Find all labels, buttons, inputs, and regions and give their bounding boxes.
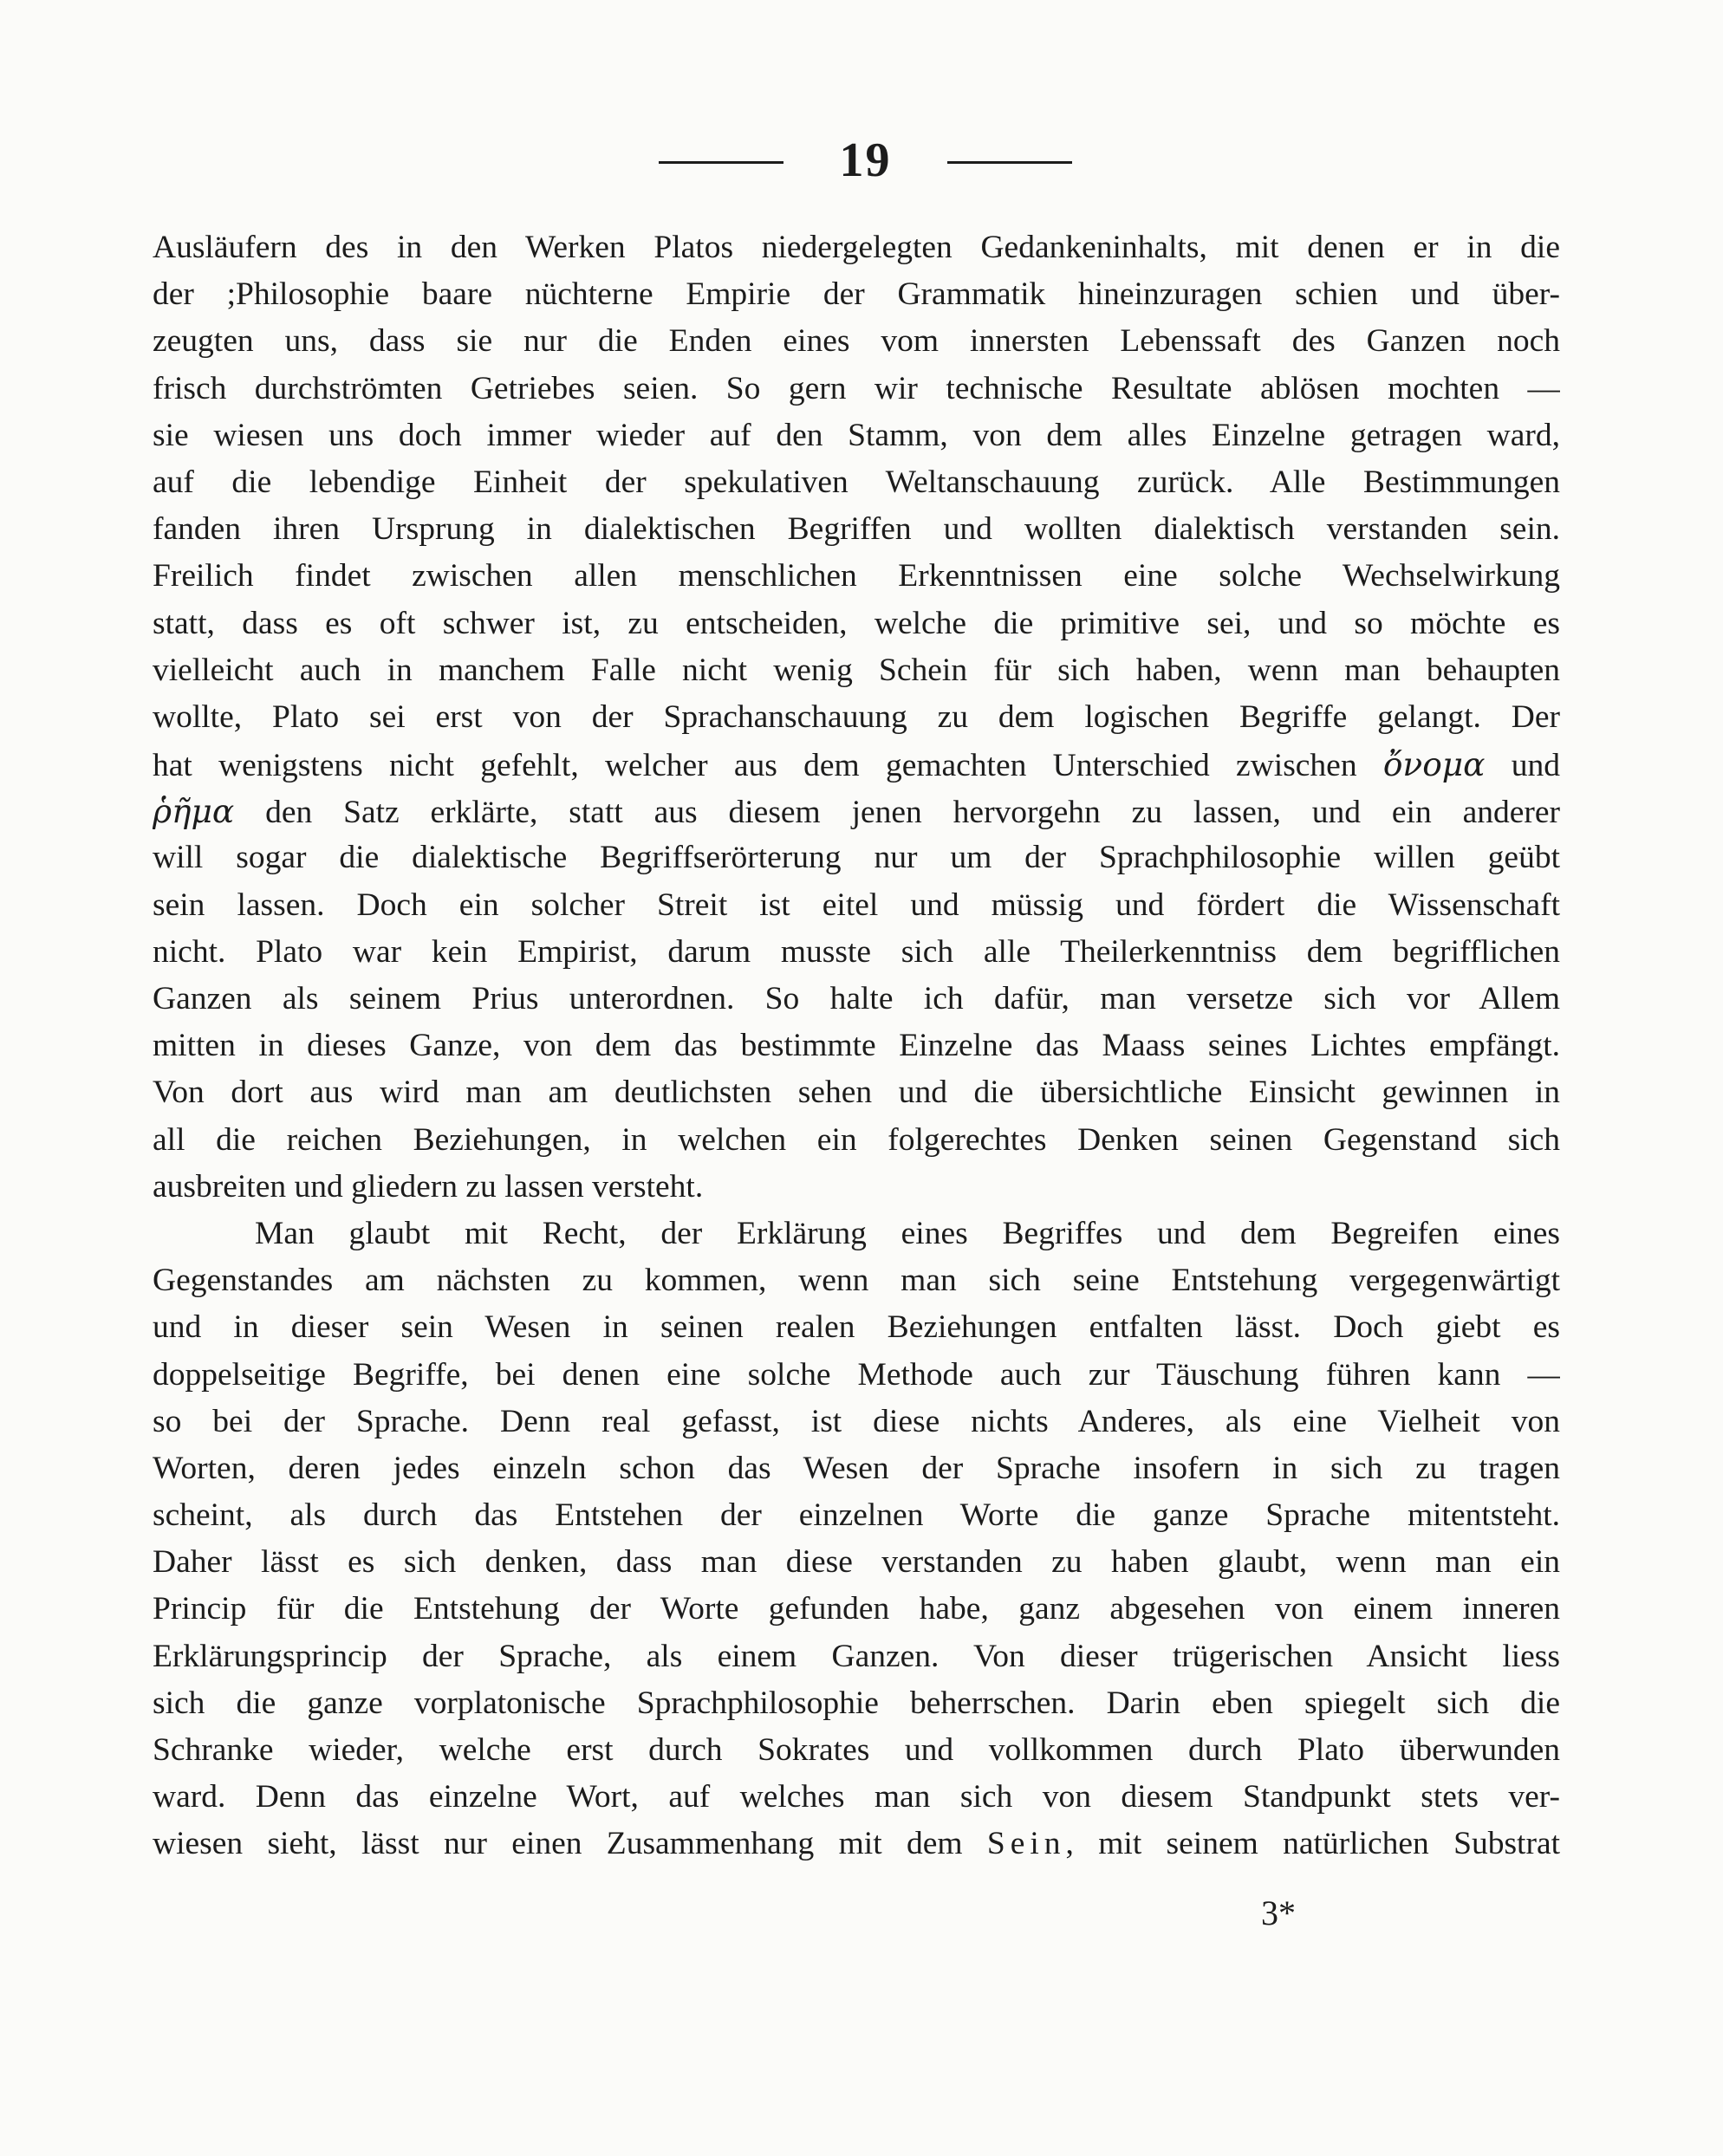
signature-mark: 3* [1261,1893,1296,1932]
text-line: so bei der Sprache. Denn real gefasst, ist diese nichts Anderes, als eine Vielheit von [153,1403,1560,1439]
text-line: Von dort aus wird man am deutlichsten sehen und die übersichtliche Einsicht gewinnen in [153,1075,1560,1111]
text-line: wollte, Plato sei erst von der Sprachanschauung zu dem logischen Begriffe gelangt. Der [153,698,1560,735]
text-line: sein lassen. Doch ein solcher Streit ist eitel und müssig und fördert die Wissenschaft [153,886,1560,923]
text-line: mitten in dieses Ganze, von dem das bestimmte Einzelne das Maass seines Lichtes empfängt. [153,1028,1560,1064]
paragraph-1 [153,224,1560,1211]
text-segment: wiesen sieht, lässt nur einen Zusammenhang mit dem [153,1826,963,1862]
text-line: und in dieser sein Wesen in seinen realen Beziehungen entfalten lässt. Doch giebt es [153,1309,1560,1346]
text-line: zeugten uns, dass sie nur die Enden eines vom innersten Lebenssaft des Ganzen noch [153,323,1560,360]
text-line: doppelseitige Begriffe, bei denen eine solche Methode auch zur Täuschung führen kann — [153,1356,1560,1393]
text-line: sich die ganze vorplatonische Sprachphilosophie beherrschen. Darin eben spiegelt sich die [153,1685,1560,1721]
header-rule-left [659,161,783,164]
header-rule-right [947,161,1072,164]
text-line: Gegenstandes am nächsten zu kommen, wenn man sich seine Entstehung vergegenwärtigt [153,1263,1560,1299]
text-segment: und [1511,748,1560,784]
text-line: ausbreiten und gliedern zu lassen versteht. [153,1168,704,1205]
spaced-word: Sein [986,1826,1066,1862]
paragraph-2 [153,1211,1560,1868]
text-line: sie wiesen uns doch immer wieder auf den Stamm, von dem alles Einzelne getragen ward, [153,417,1560,453]
text-line: Princip für die Entstehung der Worte gefunden habe, ganz abgesehen von einem inneren [153,1591,1560,1627]
text-line: Worten, deren jedes einzeln schon das Wesen der Sprache insofern in sich zu tragen [153,1450,1560,1486]
text-line: will sogar die dialektische Begriffserörterung nur um der Sprachphilosophie willen geübt [153,840,1560,876]
greek-word-onoma: ὄνομα [1382,745,1486,784]
text-segment: , mit seinem natürlichen Substrat [1065,1826,1560,1862]
text-line: Ausläufern des in den Werken Platos niedergelegten Gedankeninhalts, mit denen er in die [153,230,1560,265]
text-line: all die reichen Beziehungen, in welchen ein folgerechtes Denken seinen Gegenstand sich [153,1121,1560,1158]
text-line: Schranke wieder, welche erst durch Sokrates und vollkommen durch Plato überwunden [153,1732,1560,1768]
text-line: auf die lebendige Einheit der spekulativen Weltanschauung zurück. Alle Bestimmungen [153,464,1560,500]
text-line: ward. Denn das einzelne Wort, auf welches man sich von diesem Standpunkt stets ver- [153,1779,1560,1815]
text-line: nicht. Plato war kein Empirist, darum musste sich alle Theilerkenntniss dem begrifflichen [153,933,1560,970]
text-line: Erklärungsprincip der Sprache, als einem Ganzen. Von dieser trügerischen Ansicht liess [153,1638,1560,1674]
text-line: statt, dass es oft schwer ist, zu entscheiden, welche die primitive sei, und so möchte es [153,605,1560,641]
text-segment: den Satz erklärte, statt aus diesem jenen hervorgehn zu lassen, und ein anderer [265,795,1560,831]
text-line: der ;Philosophie baare nüchterne Empirie der Grammatik hineinzuragen schien und über- [153,276,1560,313]
greek-word-rhema: ῥῆμα [153,792,235,831]
text-line: vielleicht auch in manchem Falle nicht wenig Schein für sich haben, wenn man behaupten [153,652,1560,688]
body-text [153,224,1560,1868]
text-line: Man glaubt mit Recht, der Erklärung eines Begriffes und dem Begreifen eines [255,1215,1560,1251]
text-line: scheint, als durch das Entstehen der einzelnen Worte die ganze Sprache mitentsteht. [153,1497,1560,1534]
text-line-greek-onoma [153,741,1560,788]
text-line: Daher lässt es sich denken, dass man diese verstanden zu haben glaubt, wenn man ein [153,1544,1560,1581]
text-line: Ganzen als seinem Prius unterordnen. So halte ich dafür, man versetze sich vor Allem [153,981,1560,1016]
text-segment: hat wenigstens nicht gefehlt, welcher aus dem gemachten Unterschied zwischen [153,748,1357,784]
text-line-greek-rhema [153,788,1560,834]
page-number: 19 [839,133,892,187]
page-header [0,130,1723,191]
text-line: fanden ihren Ursprung in dialektischen Begriffen und wollten dialektisch verstanden sein. [153,511,1560,548]
text-line-last [153,1821,1560,1867]
text-line: frisch durchströmten Getriebes seien. So gern wir technische Resultate ablösen mochten — [153,370,1560,406]
text-line: Freilich findet zwischen allen menschlichen Erkenntnissen eine solche Wechselwirkung [153,558,1560,594]
